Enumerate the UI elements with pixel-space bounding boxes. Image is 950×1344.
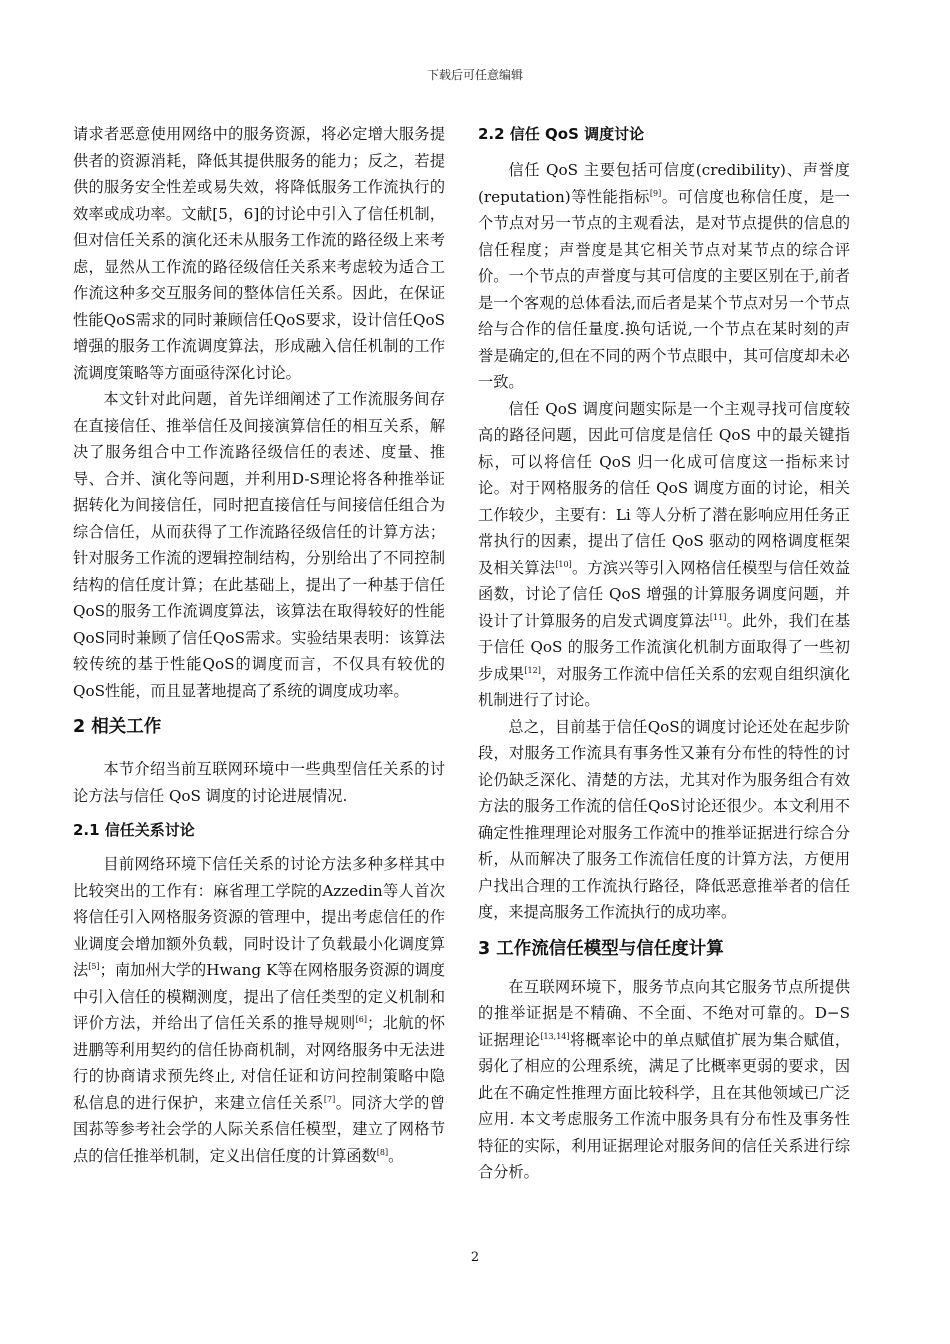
- left-column: [73, 121, 445, 1169]
- citation: [12]: [524, 665, 541, 675]
- citation: [8]: [376, 1147, 389, 1157]
- citation: [7]: [323, 1094, 336, 1104]
- citation: [13,14]: [540, 1031, 570, 1041]
- citation: [9]: [649, 188, 662, 198]
- paragraph: 目前网络环境下信任关系的讨论方法多种多样其中比较突出的工作有：麻省理工学院的Azzedin等人首次将信任引入网格服务资源的管理中，提出考虑信任的作业调度会增加额外负载，同时设计了负载最小化调度算法[5]；南加州大学的Hwang K等在网格服务资源的调度中引入信任的模糊测度，提出了信任类型的定义机制和评价方法，并给出了信任关系的推导规则[6]；北航的怀进鹏等利用契约的信任协商机制，对网络服务中无法进行的协商请求预先终止, 对信任证和访问控制策略中隐私信息的进行保护，来建立信任关系[7]。同济大学的曾国荪等参考社会学的人际关系信任模型，建立了网格节点的信任推举机制，定义出信任度的计算函数[8]。: [73, 855, 446, 1165]
- paragraph: 本节介绍当前互联网环境中一些典型信任关系的讨论方法与信任 QoS 调度的讨论进展情况.: [73, 760, 445, 805]
- right-column: [478, 121, 850, 1186]
- subsection-heading: 2.2 信任 QoS 调度讨论: [478, 125, 645, 143]
- citation: [10]: [555, 559, 572, 569]
- paragraph: 本文针对此问题，首先详细阐述了工作流服务间存在直接信任、推举信任及间接演算信任的相互关系，解决了服务组合中工作流路径级信任的表述、度量、推导、合并、演化等问题，并利用D-S理论将各种推举证据转化为间接信任，同时把直接信任与间接信任组合为综合信任，从而获得了工作流路径级信任的计算方法；针对服务工作流的逻辑控制结构，分别给出了不同控制结构的信任度计算；在此基础上，提出了一种基于信任QoS的服务工作流调度算法，该算法在取得较好的性能QoS同时兼顾了信任QoS需求。实验结果表明：该算法较传统的基于性能QoS的调度而言，不仅具有较优的QoS性能，而且显著地提高了系统的调度成功率。: [73, 390, 445, 700]
- citation: [5]: [88, 962, 100, 971]
- paragraph: 信任 QoS 主要包括可信度(credibility)、声誉度(reputation)等性能指标[9]。可信度也称信任度，是一个节点对另一节点的主观看法，是对节点提供的信息的信任程度；声誉度是其它相关节点对某节点的综合评价。一个节点的声誉度与其可信度的主要区别在于,前者是一个客观的总体看法,而后者是某个节点对另一个节点给与合作的信任量度.换句话说,一个节点在某时刻的声誉是确定的,但在不同的两个节点眼中，其可信度却未必一致。: [478, 161, 850, 391]
- subsection-heading: 2.1 信任关系讨论: [73, 821, 195, 839]
- paragraph: 在互联网环境下，服务节点向其它服务节点所提供的推举证据是不精确、不全面、不绝对可靠的。D−S 证据理论[13,14]将概率论中的单点赋值扩展为集合赋值，弱化了相应的公理系统，满足了比概率更弱的要求，因此在不确定性推理方面比较科学，且在其他领域已广泛应用. 本文考虑服务工作流中服务具有分布性及事务性特征的实际，利用证据理论对服务间的信任关系进行综合分析。: [478, 977, 851, 1181]
- citation: [6]: [355, 1015, 367, 1024]
- section-heading: 3 工作流信任模型与信任度计算: [478, 938, 724, 959]
- paragraph: 请求者恶意使用网络中的服务资源，将必定增大服务提供者的资源消耗，降低其提供服务的能力；反之，若提供的服务安全性差或易失效，将降低服务工作流执行的效率或成功率。文献[5，6]的讨论中引入了信任机制，但对信任关系的演化还未从服务工作流的路径级上来考虑，显然从工作流的路径级信任关系来考虑较为适合工作流这种多交互服务间的整体信任关系。因此，在保证性能QoS需求的同时兼顾信任QoS要求，设计信任QoS增强的服务工作流调度算法，形成融入信任机制的工作流调度策略等方面亟待深化讨论。: [73, 125, 445, 382]
- page-number: 2: [470, 1250, 480, 1265]
- paragraph: 信任 QoS 调度问题实际是一个主观寻找可信度较高的路径问题，因此可信度是信任 QoS 中的最关键指标，可以将信任 QoS 归一化成可信度这一指标来讨论。对于网格服务的信任 QoS 调度方面的讨论，相关工作较少，主要有：Li 等人分析了潜在影响应用任务正常执行的因素，提出了信任 QoS 驱动的网格调度框架及相关算法[10]。方滨兴等引入网格信任模型与信任效益函数，讨论了信任 QoS 增强的计算服务调度问题，并设计了计算服务的启发式调度算法[11]。此外，我们在基于信任 QoS 的服务工作流演化机制方面取得了一些初步成果[12]，对服务工作流中信任关系的宏观自组织演化机制进行了讨论。: [478, 399, 851, 709]
- paragraph: 总之，目前基于信任QoS的调度讨论还处在起步阶段，对服务工作流具有事务性又兼有分布性的特性的讨论仍缺乏深化、清楚的方法，尤其对作为服务组合有效方法的服务工作流的信任QoS讨论还很少。本文利用不确定性推理理论对服务工作流中的推举证据进行综合分析，从而解决了服务工作流信任度的计算方法，方便用户找出合理的工作流执行路径，降低恶意推举者的信任度，来提高服务工作流执行的成功率。: [478, 717, 850, 921]
- page-header: 下载后可任意编辑: [426, 68, 523, 82]
- section-heading: 2 相关工作: [73, 717, 162, 737]
- citation: [11]: [709, 612, 727, 622]
